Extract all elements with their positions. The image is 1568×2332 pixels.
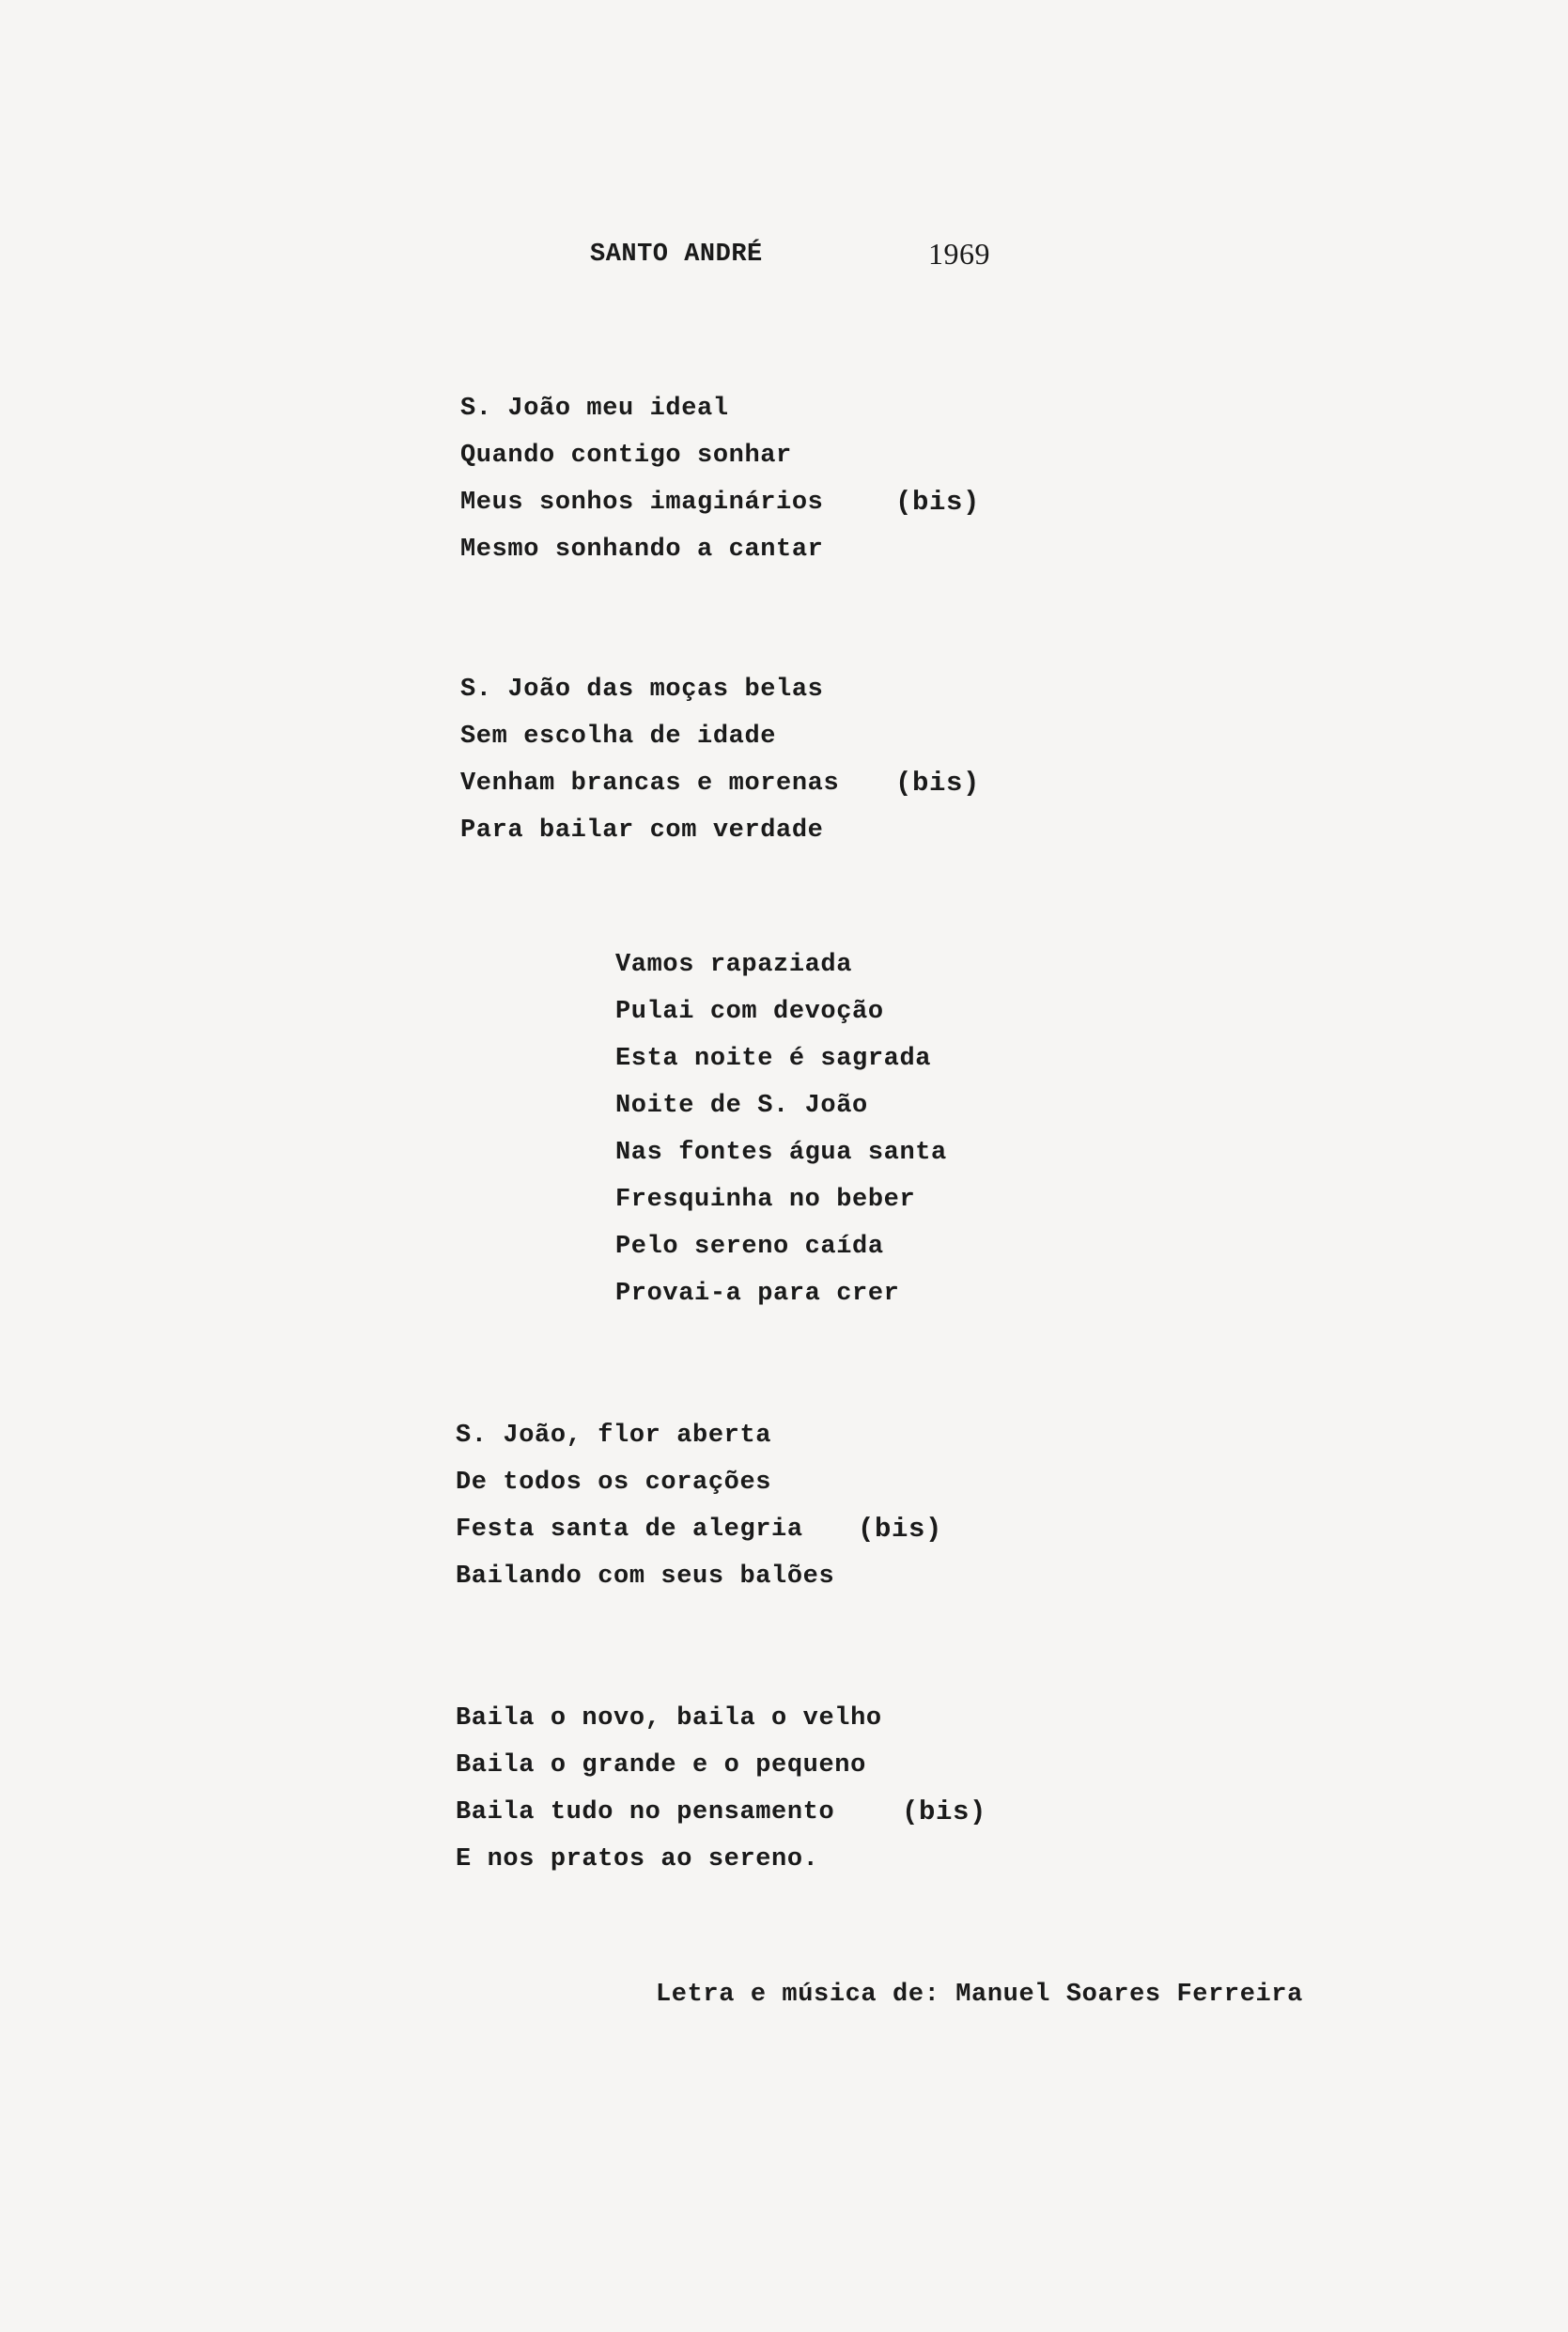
- verse-line: [460, 479, 981, 526]
- verse-line: Pulai com devoção: [615, 998, 884, 1026]
- verse-line: Provai-a para crer: [615, 1280, 900, 1308]
- author-credit: Letra e música de: Manuel Soares Ferreira: [656, 1981, 1303, 2009]
- song-title: SANTO ANDRÉ: [590, 241, 763, 269]
- verse-line: Quando contigo sonhar: [460, 442, 792, 470]
- repeat-marker: (bis): [902, 1796, 987, 1827]
- verse-line: Bailando com seus balões: [456, 1562, 835, 1591]
- repeat-marker: (bis): [895, 487, 981, 518]
- repeat-marker: (bis): [895, 768, 981, 799]
- verse-line-text: Festa santa de alegria: [456, 1516, 803, 1544]
- verse-line-text: Baila tudo no pensamento: [456, 1798, 835, 1827]
- verse-line: Sem escolha de idade: [460, 723, 777, 751]
- stanza-4: [456, 1412, 943, 1600]
- verse-line: S. João das moças belas: [460, 676, 824, 704]
- verse-line: S. João meu ideal: [460, 395, 729, 423]
- stanza-5: [456, 1695, 987, 1883]
- verse-line: [460, 760, 981, 807]
- verse-line: Fresquinha no beber: [615, 1186, 916, 1214]
- verse-line: Baila o novo, baila o velho: [456, 1704, 882, 1733]
- song-year: 1969: [928, 237, 990, 271]
- verse-line-text: Meus sonhos imaginários: [460, 489, 824, 517]
- verse-line: S. João, flor aberta: [456, 1422, 772, 1450]
- repeat-marker: (bis): [858, 1514, 943, 1545]
- verse-line: E nos pratos ao sereno.: [456, 1845, 819, 1873]
- chorus: [615, 941, 947, 1317]
- stanza-1: [460, 385, 981, 573]
- verse-line: De todos os corações: [456, 1469, 772, 1497]
- verse-line: Baila o grande e o pequeno: [456, 1751, 866, 1780]
- verse-line: [456, 1789, 987, 1836]
- verse-line: Para bailar com verdade: [460, 816, 824, 845]
- verse-line: Noite de S. João: [615, 1092, 868, 1120]
- verse-line: Pelo sereno caída: [615, 1233, 884, 1261]
- verse-line: Vamos rapaziada: [615, 951, 853, 979]
- verse-line: Esta noite é sagrada: [615, 1045, 932, 1073]
- verse-line: Nas fontes água santa: [615, 1139, 947, 1167]
- verse-line-text: Venham brancas e morenas: [460, 770, 840, 798]
- stanza-2: [460, 666, 981, 854]
- verse-line: [456, 1506, 943, 1553]
- verse-line: Mesmo sonhando a cantar: [460, 536, 824, 564]
